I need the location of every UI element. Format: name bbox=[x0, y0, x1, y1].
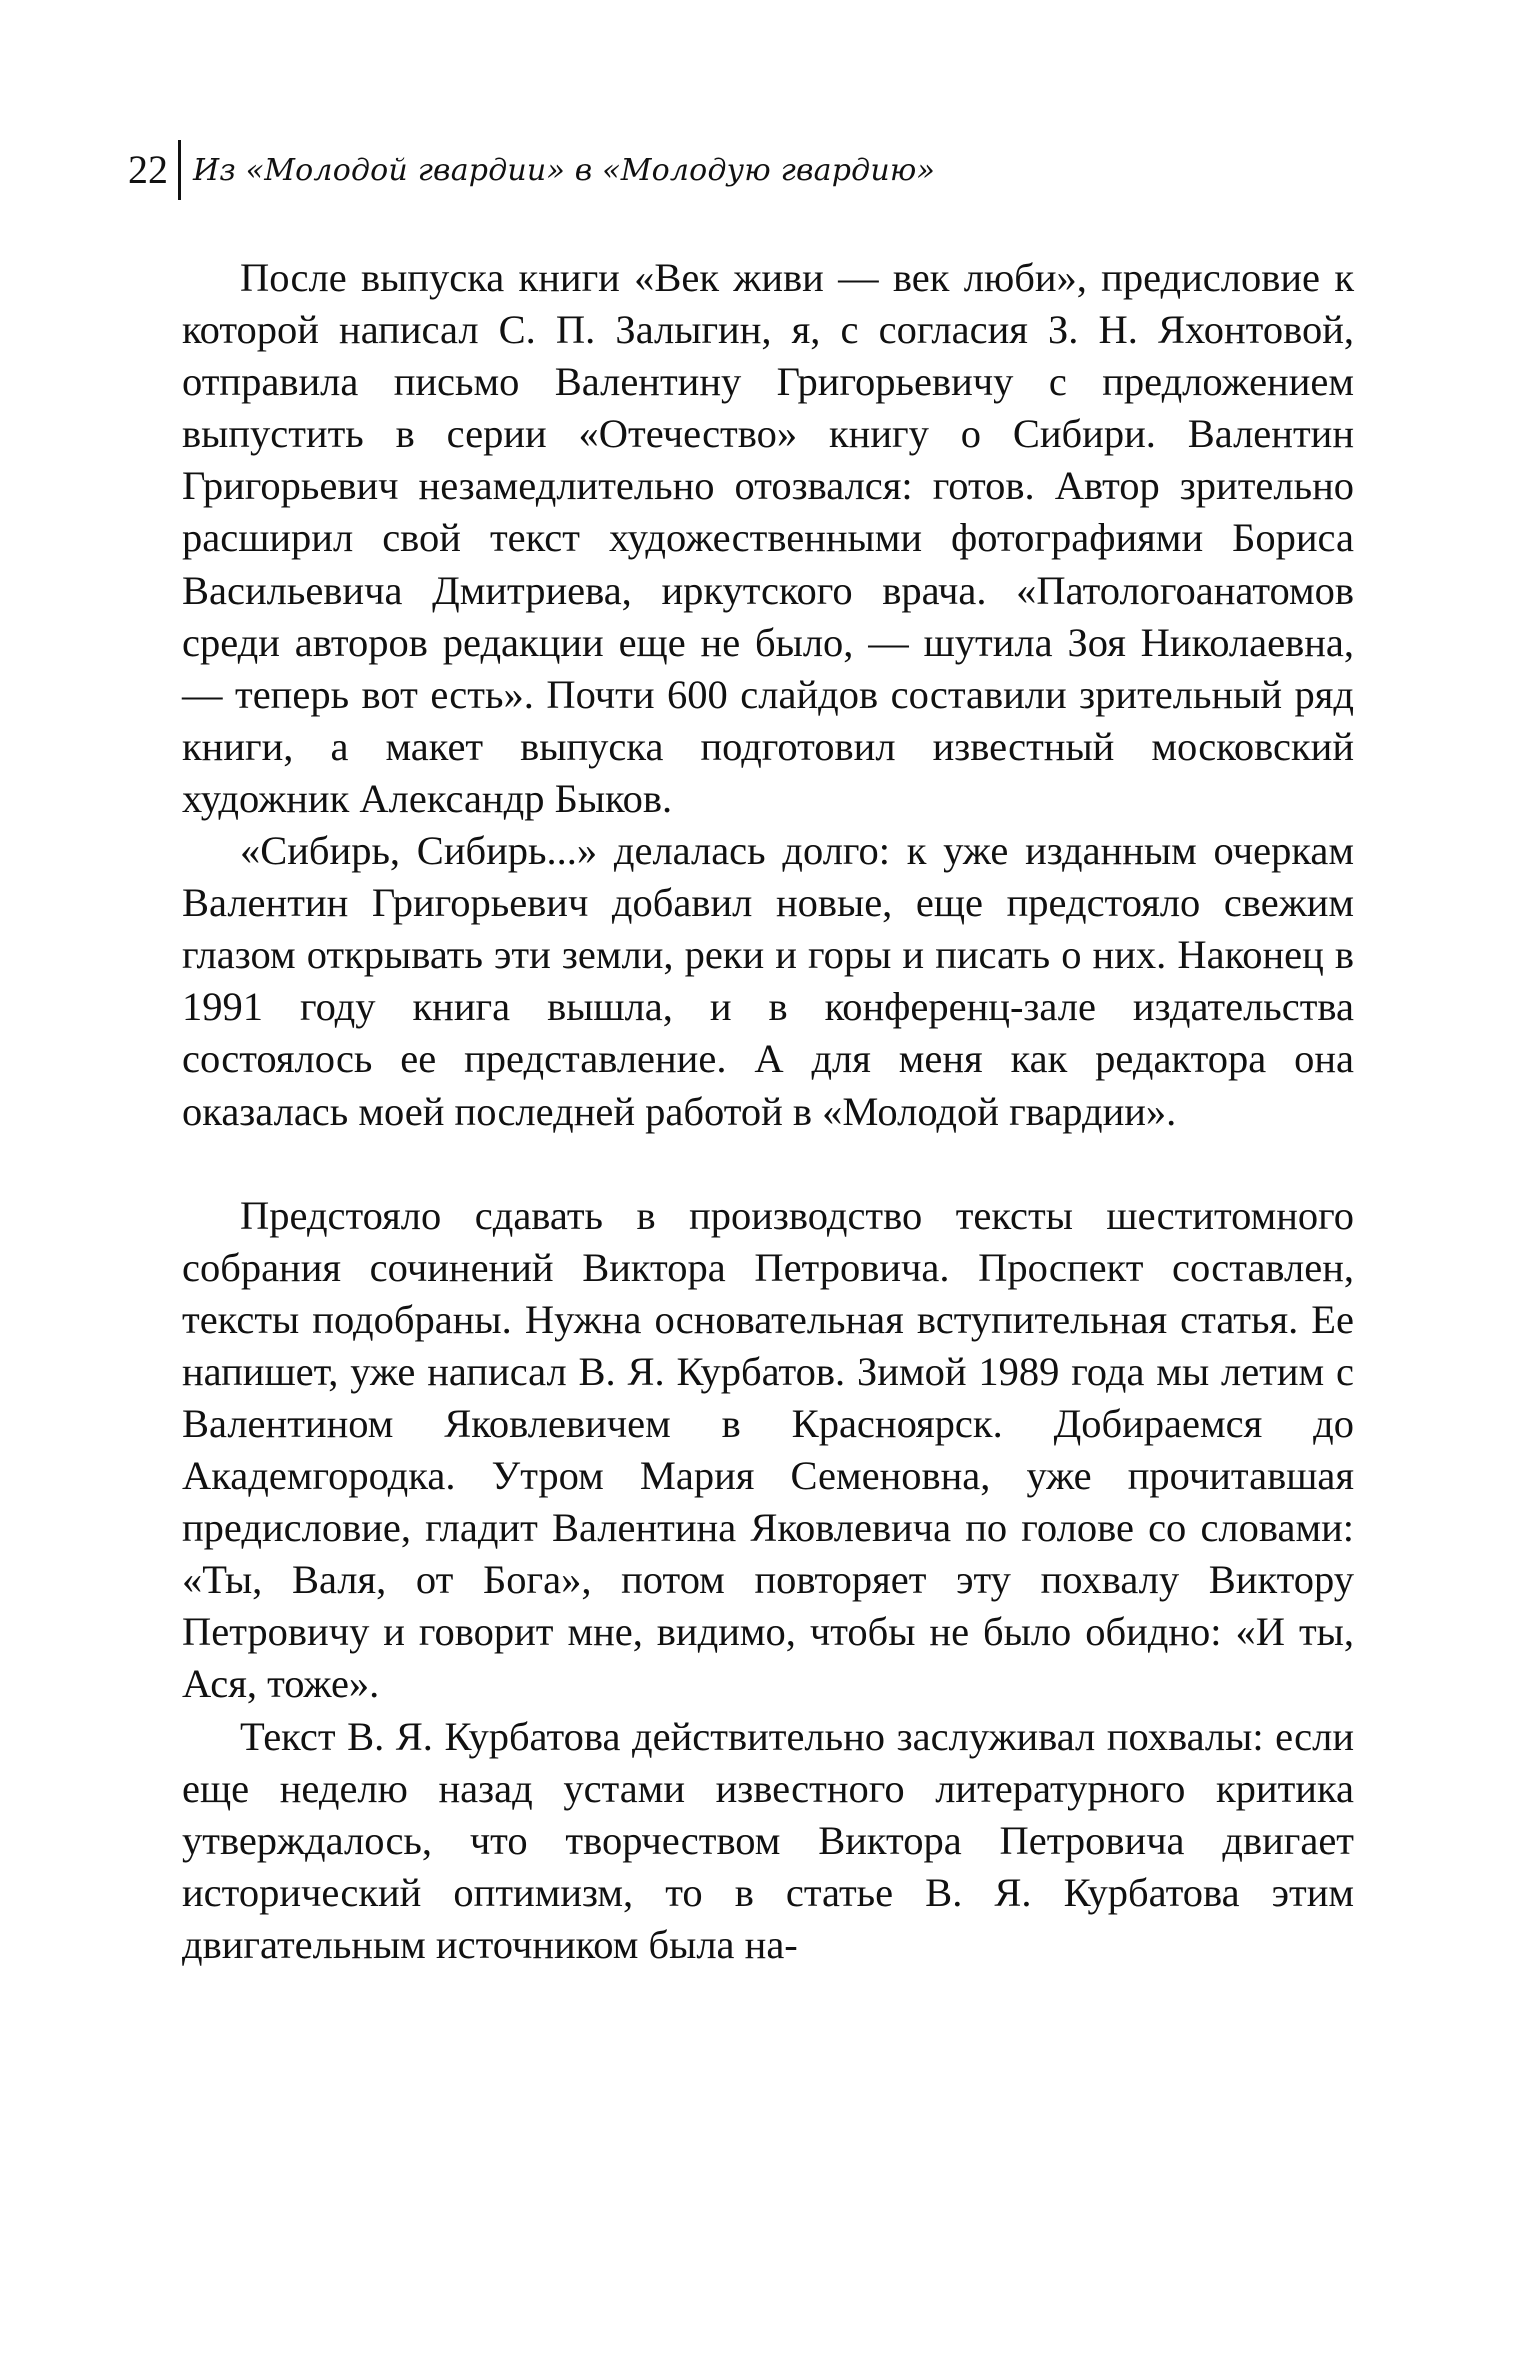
running-head bbox=[128, 140, 935, 200]
body-text bbox=[182, 252, 1354, 1971]
paragraph: Текст В. Я. Курбатова действительно заслуживал похвалы: если еще неделю назад устами известного литературного критика утверждалось, что творчеством Виктора Петровича двигает исторический оптимизм, то в статье В. Я. Курбатова этим двигательным источником была на- bbox=[182, 1713, 1354, 1967]
paragraph: Предстояло сдавать в производство тексты шеститомного собрания сочинений Виктора Петровича. Проспект составлен, тексты подобраны. Нужна основательная вступительная статья. Ее напишет, уже написал В. Я. Курбатов. Зимой 1989 года мы летим с Валентином Яковлевичем в Красноярск. Добираемся до Академгородка. Утром Мария Семеновна, уже прочитавшая предисловие, гладит Валентина Яковлевича по голове со словами: «Ты, Валя, от Бога», потом повторяет эту похвалу Виктору Петровичу и говорит мне, видимо, чтобы не было обидно: «И ты, Ася, тоже». bbox=[182, 1192, 1354, 1707]
running-head-title: Из «Молодой гвардии» в «Молодую гвардию» bbox=[193, 152, 936, 188]
header-divider bbox=[178, 140, 181, 200]
section-break bbox=[182, 1138, 1354, 1190]
page-number: 22 bbox=[128, 147, 168, 192]
paragraph: После выпуска книги «Век живи — век люби», предисловие к которой написал С. П. Залыгин, я, с согласия З. Н. Яхонтовой, отправила письмо Валентину Григорьевичу с предложением выпустить в серии «Отечество» книгу о Сибири. Валентин Григорьевич незамедлительно отозвался: готов. Автор зрительно расширил свой текст художественными фотографиями Бориса Васильевича Дмитриева, иркутского врача. «Патологоанатомов среди авторов редакции еще не было, — шутила Зоя Николаевна, — теперь вот есть». Почти 600 слайдов составили зрительный ряд книги, а макет выпуска подготовил известный московский художник Александр Быков. bbox=[182, 255, 1354, 821]
paragraph: «Сибирь, Сибирь...» делалась долго: к уже изданным очеркам Валентин Григорьевич добавил новые, еще предстояло свежим глазом открывать эти земли, реки и горы и писать о них. Наконец в 1991 году книга вышла, и в конференц-зале издательства состоялось ее представление. А для меня как редактора она оказалась моей последней работой в «Молодой гвардии». bbox=[182, 828, 1354, 1134]
